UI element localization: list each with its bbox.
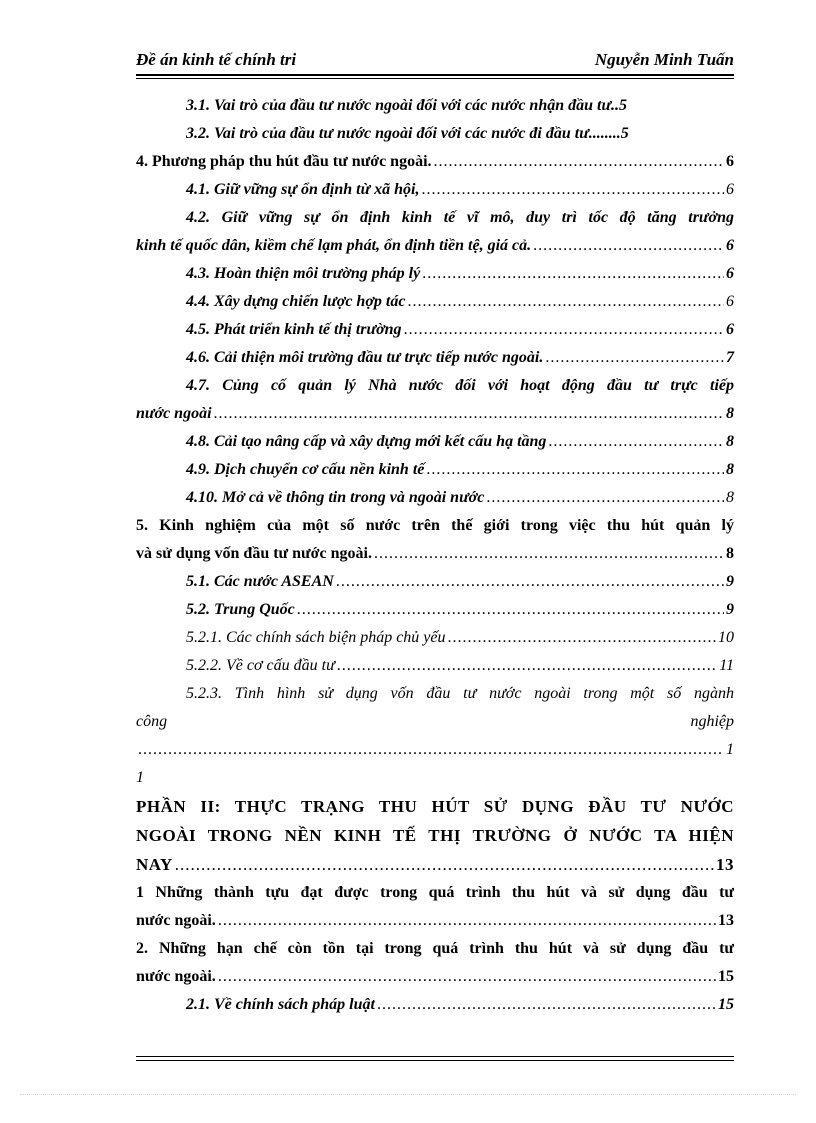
table-of-contents: [136, 92, 734, 1019]
page-header: [136, 46, 734, 74]
header-rule-thin: [136, 78, 734, 79]
toc-entry-4-8[interactable]: 4.8. Cải tạo nâng cấp và xây dựng mới kết cấu hạ tầng ..... 8: [136, 428, 734, 456]
toc-entry-4-10[interactable]: 4.10. Mở cả về thông tin trong và ngoài nước ..... 8: [136, 484, 734, 512]
header-author: Nguyễn Minh Tuấn: [594, 50, 734, 69]
toc-entry-ii-2[interactable]: 2. Những hạn chế còn tồn tại trong quá trình thu hút và sử dụng đầu tư nước ngoài. ..... 15: [136, 935, 734, 991]
header-rule: [136, 74, 734, 76]
toc-entry-ii-2-1[interactable]: 2.1. Về chính sách pháp luật ..... 15: [136, 991, 734, 1019]
toc-entry-4-2[interactable]: 4.2. Giữ vững sự ổn định kinh tế vĩ mô, duy trì tốc độ tăng trưởng kinh tế quốc dân, kiềm chế lạm phát, ổn định tiền tệ, giá cả. ..... 6: [136, 204, 734, 260]
toc-entry-4-7[interactable]: 4.7. Củng cố quản lý Nhà nước đối với hoạt động đầu tư trực tiếp nước ngoài ..... 8: [136, 372, 734, 428]
toc-entry-4[interactable]: 4. Phương pháp thu hút đầu tư nước ngoài. ..... 6: [136, 148, 734, 176]
toc-entry-3-1[interactable]: 3.1. Vai trò của đầu tư nước ngoài đối với các nước nhận đầu tư.. 5: [186, 97, 628, 114]
toc-entry-part-2[interactable]: PHẦN II: THỰC TRẠNG THU HÚT SỬ DỤNG ĐẦU TƯ NƯỚC NGOÀI TRONG NỀN KINH TẾ THỊ TRƯỜNG Ở NƯỚC TA HIỆN NAY ..... 13: [136, 792, 734, 879]
toc-entry-5-2-1[interactable]: 5.2.1. Các chính sách biện pháp chủ yếu ..... 10: [136, 624, 734, 652]
toc-entry-5[interactable]: 5. Kinh nghiệm của một số nước trên thế giới trong việc thu hút quản lý và sử dụng vốn đầu tư nước ngoài. ..... 8: [136, 512, 734, 568]
toc-entry-4-3[interactable]: 4.3. Hoàn thiện môi trường pháp lý ..... 6: [136, 260, 734, 288]
toc-entry-5-1[interactable]: 5.1. Các nước ASEAN ..... 9: [136, 568, 734, 596]
toc-entry-4-4[interactable]: 4.4. Xây dựng chiến lược hợp tác ..... 6: [136, 288, 734, 316]
toc-entry-5-2-3[interactable]: 5.2.3. Tình hình sử dụng vốn đầu tư nước ngoài trong một số ngành công nghiệp ..... 1 1: [136, 680, 734, 792]
toc-entry-4-1[interactable]: 4.1. Giữ vững sự ổn định từ xã hội, ..... 6: [136, 176, 734, 204]
footer-rule: [136, 1056, 734, 1057]
header-left-title: Đề án kinh tế chính tri: [136, 50, 297, 69]
toc-entry-4-5[interactable]: 4.5. Phát triển kinh tế thị trường ..... 6: [136, 316, 734, 344]
toc-entry-4-9[interactable]: 4.9. Dịch chuyển cơ cấu nền kinh tế ..... 8: [136, 456, 734, 484]
toc-entry-4-6[interactable]: 4.6. Cải thiện môi trường đầu tư trực tiếp nước ngoài. ..... 7: [136, 344, 734, 372]
page-bottom-dotted-edge: [20, 1094, 796, 1095]
toc-entry-3-2[interactable]: 3.2. Vai trò của đầu tư nước ngoài đối với các nước đi đầu tư........ 5: [186, 125, 629, 142]
toc-entry-ii-1[interactable]: 1 Những thành tựu đạt được trong quá trình thu hút và sử dụng đầu tư nước ngoài. ..... 13: [136, 879, 734, 935]
footer-rule-second: [136, 1060, 734, 1061]
toc-entry-5-2-2[interactable]: 5.2.2. Về cơ cấu đầu tư ..... 11: [136, 652, 734, 680]
toc-entry-5-2[interactable]: 5.2. Trung Quốc ..... 9: [136, 596, 734, 624]
